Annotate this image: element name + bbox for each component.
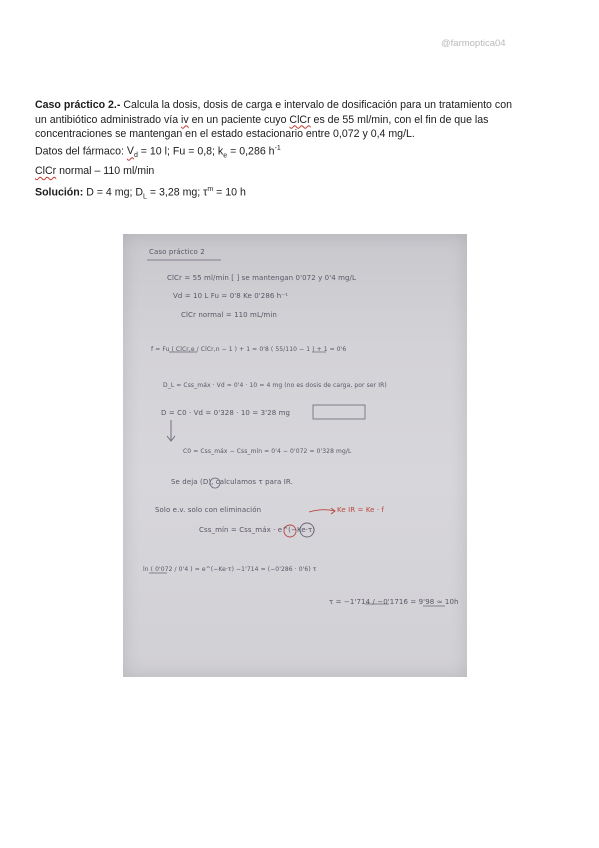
subscript: L	[143, 193, 147, 201]
vd-symbol	[126, 145, 138, 160]
notes-line: Vd = 10 L Fu = 0'8 Ke 0'286 h⁻¹	[173, 292, 289, 300]
problem-line-1-text: Calcula la dosis, dosis de carga e intervalo de dosificación para un tratamiento con	[120, 99, 512, 111]
superscript: -1	[274, 144, 281, 152]
problem-line-1	[35, 98, 575, 113]
text: un antibiótico administrado vía	[35, 113, 182, 126]
text-iv: iv	[181, 113, 189, 126]
notes-line: Css_mín = Css_máx · e^(−Ke·τ)	[199, 526, 316, 534]
text: = 10 h	[213, 186, 246, 199]
text: en un paciente cuyo	[188, 113, 290, 126]
solution-line	[35, 183, 575, 205]
notes-line-red: Ke IR = Ke · f	[337, 506, 385, 514]
text: = 10 l; Fu = 0,8; k	[137, 145, 224, 158]
problem-line-2	[35, 113, 575, 128]
superscript: m	[207, 185, 214, 193]
notes-line: τ = −1'714 / −0'1716 = 9'98 ≈ 10h	[329, 598, 459, 606]
notes-line: ClCr normal = 110 mL/min	[181, 311, 277, 319]
watermark: @farmoptica04	[441, 38, 506, 49]
notes-line: C0 = Css_máx − Css_mín = 0'4 − 0'072 = 0'328 mg/L	[183, 448, 352, 455]
notes-line: Se deja (D), calculamos τ para IR.	[171, 478, 293, 486]
text: = 3,28 mg; τ	[146, 186, 208, 199]
text: D = 4 mg; D	[83, 186, 144, 199]
notes-heading: Caso práctico 2	[149, 248, 205, 256]
notes-line: f = Fu ( ClCr,e / ClCr,n − 1 ) + 1 = 0'8 ( 55/110 − 1 ) + 1 = 0'6	[151, 346, 347, 353]
notes-line: D = C0 · Vd = 0'328 · 10 = 3'28 mg	[161, 409, 291, 417]
drug-data-line	[35, 142, 575, 164]
subscript: d	[133, 152, 138, 160]
text: normal – 110 ml/min	[56, 165, 155, 178]
subscript: e	[223, 152, 228, 160]
problem-statement	[35, 98, 575, 205]
notes-line: ln ( 0'072 / 0'4 ) = e^(−Ke·τ) −1'714 = (−0'286 · 0'6) τ	[143, 566, 317, 573]
problem-title: Caso práctico 2.-	[35, 99, 121, 111]
text: Datos del fármaco:	[35, 145, 127, 158]
notes-annotations	[123, 234, 467, 677]
text-clcr: ClCr	[289, 113, 311, 126]
clcr-normal-line	[35, 164, 575, 179]
text-clcr: ClCr	[35, 165, 57, 178]
handwritten-notes-photo	[123, 234, 467, 677]
notes-line: Solo e.v. solo con eliminación	[155, 506, 262, 514]
problem-line-3: concentraciones se mantengan en el estado estacionario entre 0,072 y 0,4 mg/L.	[35, 128, 415, 141]
text: es de 55 ml/min, con el fin de que las	[310, 113, 489, 126]
notes-line: ClCr = 55 ml/min [ ] se mantengan 0'072 y 0'4 mg/L	[167, 274, 357, 282]
text: = 0,286 h	[227, 145, 275, 158]
solution-label: Solución:	[35, 186, 84, 199]
notes-line: D_L = Css_máx · Vd = 0'4 · 10 = 4 mg (no es dosis de carga, por ser IR)	[163, 382, 387, 389]
text: V	[126, 145, 134, 158]
